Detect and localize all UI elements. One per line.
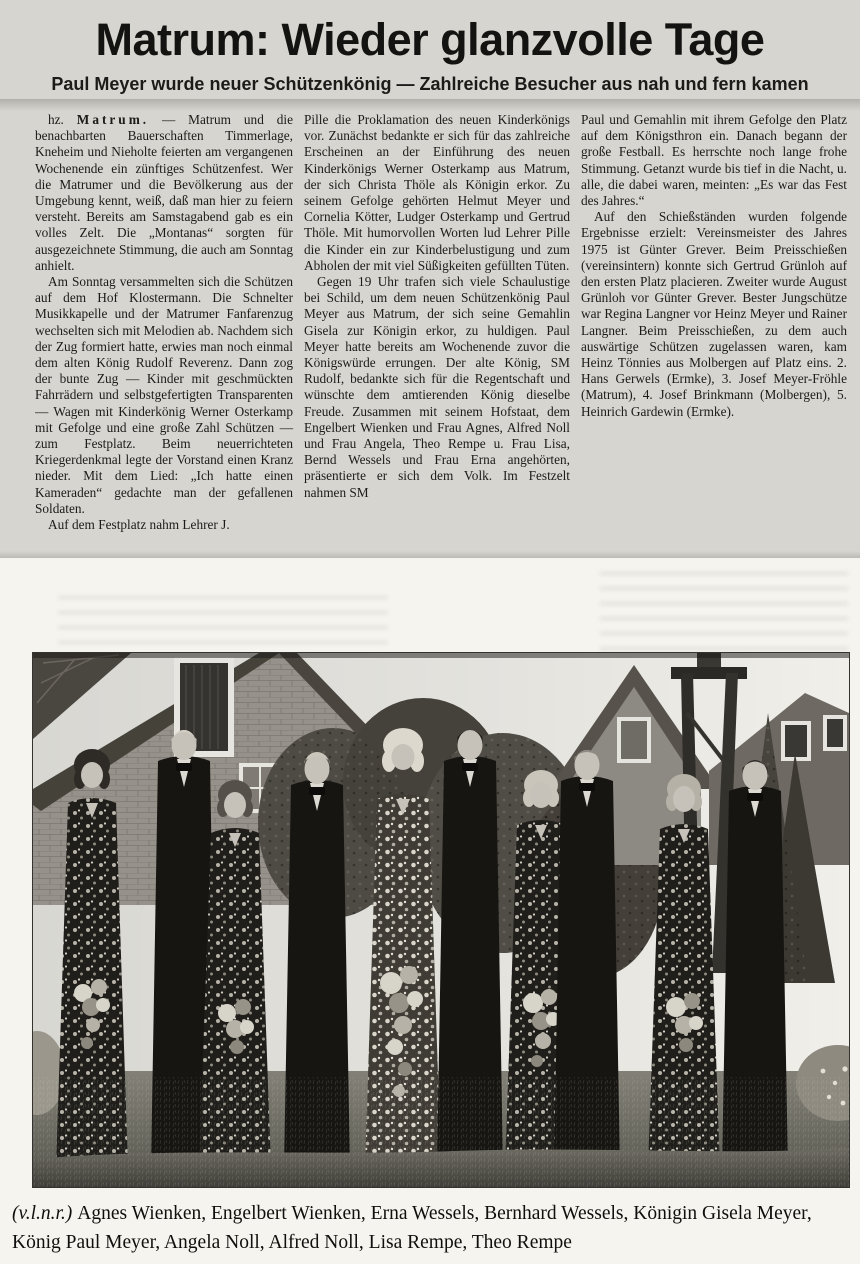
print-bleedthrough-left [58, 586, 388, 644]
article-column-2 [304, 112, 570, 558]
photo-illustration [33, 653, 849, 1187]
lawn-texture [33, 1077, 849, 1187]
article-column-3 [581, 112, 847, 558]
paragraph: Gegen 19 Uhr trafen sich viele Schaulustige bei Schild, um dem neuen Schützenkönig Paul Meyer aus Matrum, der sich seine Gemahlin Gisela zur Königin erkor, zu huldigen. Paul Meyer hatte bereits am Wochenende zuvor die Königswürde errungen. Der alte König, SM Rudolf, bedankte sich für die Regentschaft und wünschte dem amtierenden König dieselbe Freude. Zusammen mit seinem Hofstaat, dem Engelbert Wienken und Frau Agnes, Alfred Noll und Frau Angela, Theo Rempe u. Frau Lisa, Bernd Wessels und Frau Erna angehörten, präsentierte er sich dem Volk. Im Festzelt nahmen SM [304, 274, 570, 500]
right-house-window-2 [823, 715, 847, 751]
paragraph: Auf den Schießständen wurden folgende Ergebnisse erzielt: Vereinsmeister des Jahres 1975 ist Günter Grever. Beim Preisschießen (vereinsintern) konnte sich Gertrud Grünloh auf den ersten Platz placieren. Zweiter wurde August Grünloh vor Günter Grever. Bester Jungschütze war Regina Langner vor Heinz Meyer und Rainer Langner. Beim Preisschießen, zu dem auch auswärtige Schützen zugelassen waren, kam Heinz Tönnies aus Molbergen auf Platz eins. 2. Hans Gerwels (Ermke), 3. Josef Meyer-Fröhle (Matrum), 4. Josef Brinkmann (Molbergen), 5. Heinrich Gardewin (Ermke). [581, 209, 847, 419]
scan-shadow [0, 99, 860, 111]
paragraph-text: — Matrum und die benachbarten Bauerschaften Timmerlage, Kneheim und Nieholte feierten am vergangenen Wochenende ein zünftiges Schützenfest. Wer die Matrumer und die Bevölkerung aus der Umgebung kennt, weiß, daß man hier zu feiern versteht. Bereits am Samstagabend gab es ein volles Zelt. Die „Montanas“ sorgten für ausgezeichnete Stimmung, die auch am Sonntag anhielt. [35, 112, 293, 273]
paragraph: Am Sonntag versammelten sich die Schützen auf dem Hof Klostermann. Die Schnelter Musikkapelle und der Matrumer Fanfarenzug wechselten sich mit Melodien ab. Nachdem sich der Zug formiert hatte, erwies man noch einmal dem alten König Rudolf Reverenz. Dann zog der bunte Zug — Kinder mit geschmückten Fahrrädern und selbstgefertigten Transparenten — Wagen mit Kinderkönig Werner Osterkamp mit Gefolge und eine große Zahl Schützen — zum Festplatz. Beim neuerrichteten Kriegerdenkmal legte der Vorstand einen Kranz nieder. Mit dem Lied: „Ich hatte einen Kameraden“ gedachte man der gefallenen Soldaten. [35, 274, 293, 516]
paragraph: Paul und Gemahlin mit ihrem Gefolge den Platz auf dem Königsthron ein. Danach begann der große Festball. Es herrschte noch lange frohe Stimmung. Getanzt wurde bis tief in die Nacht, u. alle, die dabei waren, meinten: „Es war das Fest des Jahres.“ [581, 112, 847, 209]
dateline-place: Matrum. [76, 112, 150, 127]
clipping-bottom-edge [0, 551, 860, 558]
group-photo [32, 652, 850, 1188]
subheadline: Paul Meyer wurde neuer Schützenkönig — Zahlreiche Besucher aus nah und fern kamen [51, 74, 809, 94]
caption-prefix: (v.l.n.r.) [12, 1203, 73, 1224]
gable-window [617, 717, 651, 763]
caption-names: Agnes Wienken, Engelbert Wienken, Erna Wessels, Bernhard Wessels, Königin Gisela Meyer, König Paul Meyer, Angela Noll, Alfred Noll, Lisa Rempe, Theo Rempe [12, 1203, 812, 1253]
paragraph: Auf dem Festplatz nahm Lehrer J. [48, 517, 230, 533]
paragraph: Pille die Proklamation des neuen Kinderkönigs vor. Zunächst bedankte er sich für das zahlreiche Erscheinen an der Einführung des neuen Kinderkönigs Werner Osterkamp aus Matrum, der sich Christa Thöle als Königin erkor. Zu seinem Gefolge gehörten Helmut Meyer und Cornelia Kötter, Ludger Osterkamp und Gertrud Thöle. Mit humorvollen Worten lud Lehrer Pille die Kinder ein zur Kinderbelustigung und zum Abholen der mit viel Süßigkeiten gefüllten Tüten. [304, 112, 570, 273]
byline: hz. [48, 112, 64, 127]
article-body [35, 112, 847, 558]
print-bleedthrough-right [600, 566, 848, 650]
article-clipping [0, 0, 860, 558]
headline: Matrum: Wieder glanzvolle Tage [95, 14, 765, 65]
article-column-1 [35, 112, 293, 558]
right-house-window-1 [781, 721, 811, 761]
paragraph-opening [35, 112, 293, 274]
photo-caption [12, 1200, 852, 1257]
photo-top-edge [33, 653, 849, 658]
